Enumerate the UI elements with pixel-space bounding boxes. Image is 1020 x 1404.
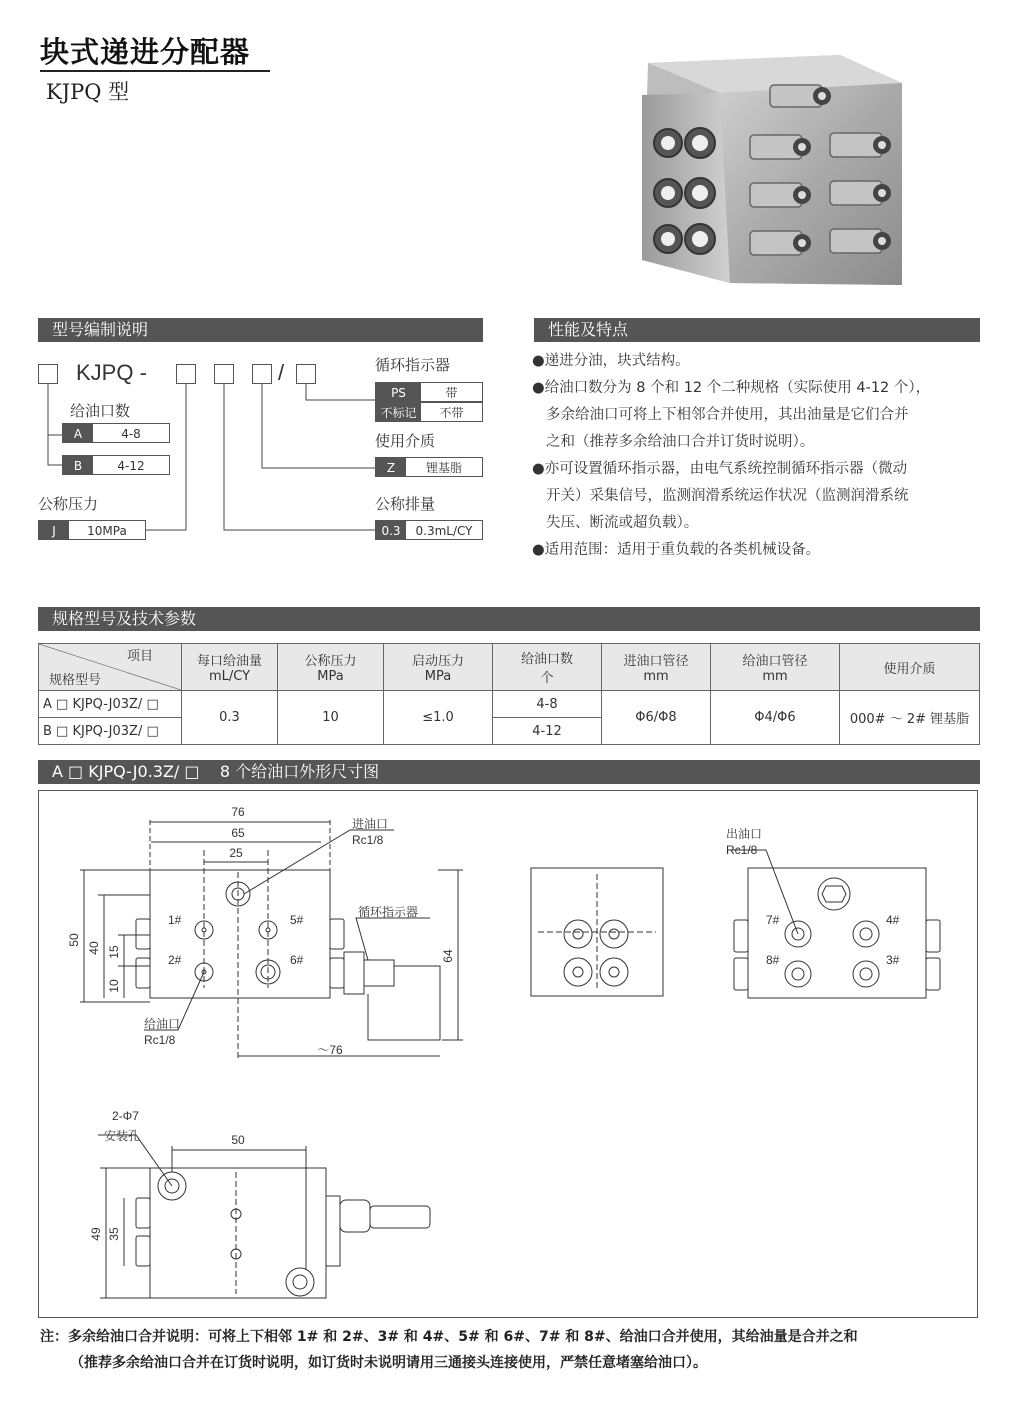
displacement-option [375, 520, 483, 540]
right-body [748, 868, 926, 998]
dim-40: 40 [87, 941, 101, 955]
dim-65: 65 [231, 826, 245, 840]
cell-outlet-pipe: Φ4/Φ6 [711, 691, 840, 745]
outlet-option-a [62, 423, 170, 443]
outlet-label: 给油口 [144, 1017, 181, 1031]
holes-label: 安装孔 [104, 1129, 141, 1143]
outlet-option-b [62, 455, 170, 475]
model-a: A □ KJPQ-J03Z/ □ [39, 691, 182, 718]
section-features-header: 性能及特点 [534, 318, 980, 342]
header-inlet-pipe: 进油口管径 mm [602, 644, 711, 691]
port-5: 5# [290, 913, 304, 927]
features-list [532, 348, 982, 564]
dim-25: 25 [229, 846, 243, 860]
code-prefix: KJPQ - [76, 360, 147, 385]
feature-line: 之和（推荐多余给油口合并订货时说明）。 [546, 434, 815, 450]
outlet-thread: Rc1/8 [144, 1033, 176, 1047]
option-value: 锂基脂 [406, 458, 482, 476]
product-photo [640, 55, 910, 287]
model-b: B □ KJPQ-J03Z/ □ [39, 718, 182, 745]
cell-outlets-a: 4-8 [493, 691, 602, 718]
cell-start-pressure: ≤1.0 [384, 691, 493, 745]
option-value: 10MPa [69, 521, 145, 539]
header-oil-per-port: 每口给油量 mL/CY [182, 644, 278, 691]
option-key: 0.3 [376, 521, 406, 539]
option-key: J [39, 521, 69, 539]
code-slash: / [278, 360, 285, 385]
option-value: 0.3mL/CY [406, 521, 482, 539]
feature-line: ●递进分油，块式结构。 [532, 353, 690, 369]
note-line-2: （推荐多余给油口合并在订货时说明，如订货时未说明请用三通接头连接使用，严禁任意堵塞给油口）。 [70, 1355, 707, 1371]
dim-35: 35 [107, 1227, 121, 1241]
medium-label: 使用介质 [375, 432, 436, 450]
dim-76: 76 [231, 805, 245, 819]
cell-medium: 000# ～ 2# 锂基脂 [840, 691, 980, 745]
header-outlet-pipe: 给油口管径 mm [711, 644, 840, 691]
section-specs-header: 规格型号及技术参数 [38, 607, 980, 631]
inlet-thread: Rc1/8 [352, 833, 384, 847]
dim-76b: ～76 [317, 1043, 343, 1057]
spec-table [38, 643, 980, 745]
pressure-label: 公称压力 [38, 495, 99, 513]
port-3: 3# [886, 953, 900, 967]
displacement-label: 公称排量 [375, 495, 436, 513]
note-line-1: 注：多余给油口合并说明：可将上下相邻 1# 和 2#、3# 和 4#、5# 和 6#、7# 和 8#、给油口合并使用，其给油量是合并之和 [40, 1329, 858, 1345]
cell-inlet-pipe: Φ6/Φ8 [602, 691, 711, 745]
indicator-option-ps [375, 382, 483, 402]
feature-line: 失压、断流或超负载）。 [546, 515, 699, 531]
option-key: Z [376, 458, 406, 476]
corner-bottom: 规格型号 [49, 673, 102, 688]
dim-10: 10 [107, 979, 121, 993]
cell-oil-per-port: 0.3 [182, 691, 278, 745]
bottom-body [150, 1168, 326, 1298]
outlets-label: 给油口数 [70, 402, 131, 420]
feature-line: ●给油口数分为 8 个和 12 个二种规格（实际使用 4-12 个）， [532, 380, 931, 396]
dim-b50: 50 [231, 1133, 245, 1147]
option-key: 不标记 [376, 403, 421, 421]
medium-option [375, 457, 483, 477]
section-coding-header: 型号编制说明 [38, 318, 483, 342]
model-subtitle: KJPQ 型 [46, 80, 130, 104]
cell-nominal-pressure: 10 [278, 691, 384, 745]
option-value: 带 [421, 383, 482, 401]
dim-64: 64 [441, 949, 455, 963]
corner-top: 项目 [126, 649, 153, 664]
indicator-label: 循环指示器 [358, 905, 419, 919]
feature-line: ●亦可设置循环指示器，由电气系统控制循环指示器（微动 [532, 461, 908, 477]
feature-line: 开关）采集信号，监测润滑系统运作状况（监测润滑系统 [546, 488, 909, 504]
dimension-drawing [38, 790, 978, 1318]
corner-cell [39, 644, 182, 691]
option-key: PS [376, 383, 421, 401]
inlet-label: 进油口 [352, 817, 389, 831]
pressure-option [38, 520, 146, 540]
option-key: B [63, 456, 93, 474]
title-underline [40, 70, 270, 72]
out-thread: Rc1/8 [726, 843, 758, 857]
indicator-option-none [375, 402, 483, 422]
port-6: 6# [290, 953, 304, 967]
header-start-pressure: 启动压力 MPa [384, 644, 493, 691]
port-7: 7# [766, 913, 780, 927]
header-nominal-pressure: 公称压力 MPa [278, 644, 384, 691]
header-medium: 使用介质 [840, 644, 980, 691]
option-value: 4-8 [93, 424, 169, 442]
option-key: A [63, 424, 93, 442]
dim-49: 49 [89, 1227, 103, 1241]
option-value: 4-12 [93, 456, 169, 474]
feature-line: 多余给油口可将上下相邻合并使用，其出油量是它们合并 [546, 407, 909, 423]
front-body [150, 870, 330, 998]
indicator-label: 循环指示器 [375, 356, 451, 374]
out-label: 出油口 [726, 827, 763, 841]
port-1: 1# [168, 913, 182, 927]
header-outlets: 给油口数 个 [493, 644, 602, 691]
cell-outlets-b: 4-12 [493, 718, 602, 745]
dim-15: 15 [107, 945, 121, 959]
holes-spec: 2-Φ7 [112, 1109, 139, 1123]
port-2: 2# [168, 953, 182, 967]
page-title: 块式递进分配器 [40, 35, 251, 69]
section-dimensions-header: A □ KJPQ-J0.3Z/ □ 8 个给油口外形尺寸图 [38, 760, 980, 784]
port-4: 4# [886, 913, 900, 927]
option-value: 不带 [421, 403, 482, 421]
dim-50: 50 [67, 933, 81, 947]
port-8: 8# [766, 953, 780, 967]
feature-line: ●适用范围：适用于重负载的各类机械设备。 [532, 542, 821, 558]
